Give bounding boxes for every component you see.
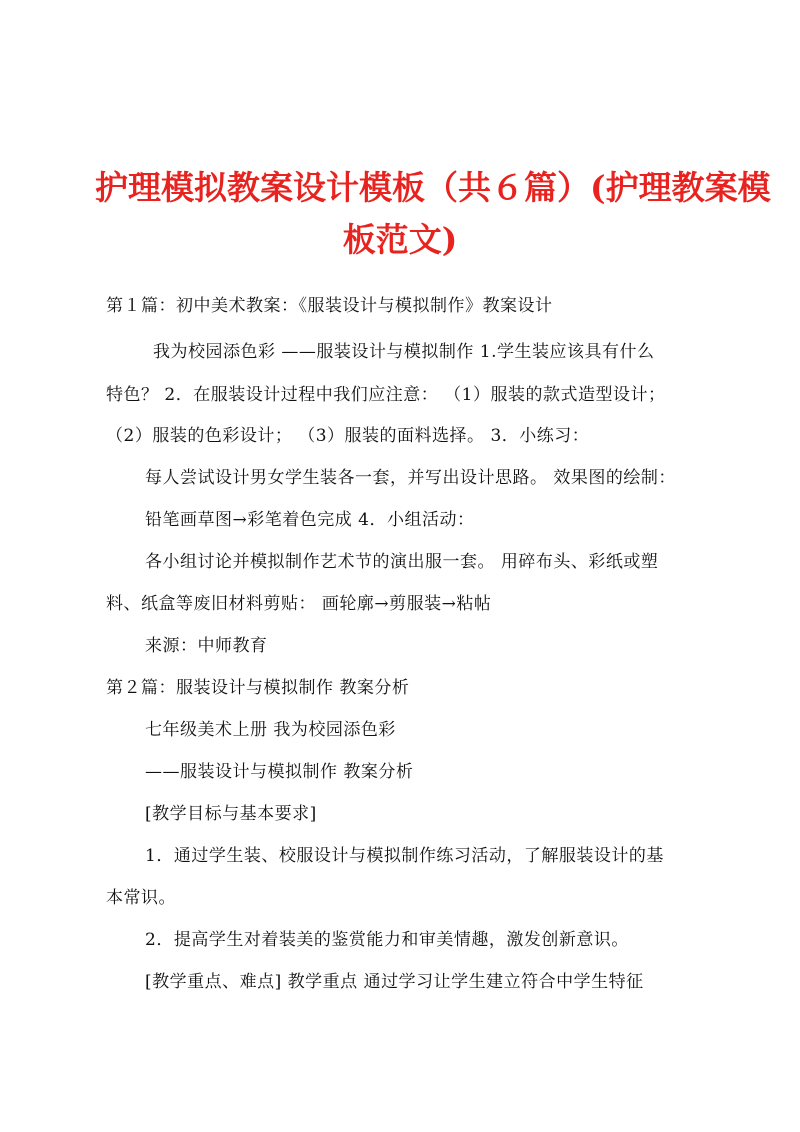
body-text-line: 铅笔画草图→彩笔着色完成 4．小组活动： xyxy=(145,510,475,530)
body-text-line: 我为校园添色彩 ——服装设计与模拟制作 1.学生装应该具有什么 xyxy=(153,342,655,362)
body-text-line: 本常识。 xyxy=(106,888,176,908)
body-text-line: 特色？ 2．在服装设计过程中我们应注意： （1）服装的款式造型设计； xyxy=(106,385,666,405)
body-text-line: （2）服装的色彩设计； （3）服装的面料选择。 3．小练习： xyxy=(106,426,590,446)
body-text-line: 每人尝试设计男女学生装各一套，并写出设计思路。 效果图的绘制： xyxy=(145,468,676,488)
body-text-line: 各小组讨论并模拟制作艺术节的演出服一套。 用碎布头、彩纸或塑 xyxy=(145,552,659,572)
document-title-line-1: 护理模拟教案设计模板（共６篇）(护理教案模 xyxy=(95,168,771,207)
section-heading-2: 第２篇：服装设计与模拟制作 教案分析 xyxy=(106,678,410,698)
body-text-line: 七年级美术上册 我为校园添色彩 xyxy=(145,720,396,740)
subheading-line: [教学目标与基本要求] xyxy=(145,804,317,824)
body-text-line: ——服装设计与模拟制作 教案分析 xyxy=(145,762,414,782)
body-text-line: 料、纸盒等废旧材料剪贴： 画轮廓→剪服装→粘帖 xyxy=(106,594,492,614)
body-text-line: 1．通过学生装、校服设计与模拟制作练习活动，了解服装设计的基 xyxy=(145,846,664,866)
section-heading-1: 第１篇：初中美术教案：《服装设计与模拟制作》教案设计 xyxy=(106,296,553,316)
source-line: 来源：中师教育 xyxy=(145,636,268,656)
body-text-line: 2．提高学生对着装美的鉴赏能力和审美情趣，激发创新意识。 xyxy=(145,930,629,950)
body-text-line: [教学重点、难点] 教学重点 通过学习让学生建立符合中学生特征 xyxy=(145,972,644,992)
document-title-line-2: 板范文) xyxy=(342,220,458,259)
